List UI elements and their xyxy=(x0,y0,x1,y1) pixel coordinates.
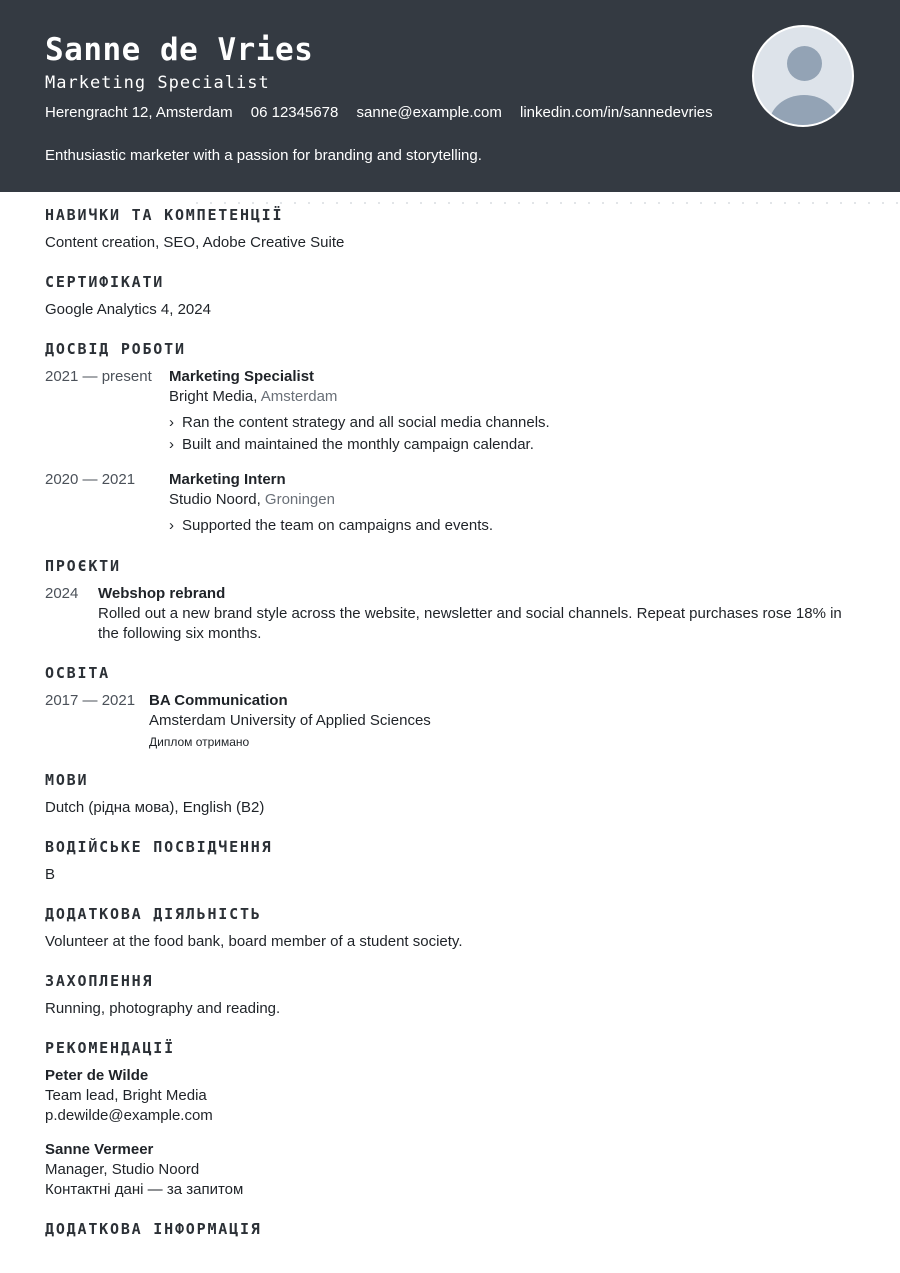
project-year: 2024 xyxy=(45,585,79,602)
user-avatar-placeholder-icon xyxy=(752,25,854,127)
resume-body xyxy=(45,204,855,1258)
skills-section xyxy=(45,204,855,253)
reference-position: Manager, Studio Noord xyxy=(45,1161,200,1178)
job-bullet: › Built and maintained the monthly campaign calendar. xyxy=(169,434,855,456)
skills-text: Content creation, SEO, Adobe Creative Suite xyxy=(45,234,345,251)
reference-name: Sanne Vermeer xyxy=(45,1141,154,1158)
job-employer: Studio Noord, Groningen xyxy=(169,491,335,508)
experience-section xyxy=(45,338,855,537)
section-title: ПРОЄКТИ xyxy=(45,557,121,575)
degree-note: Диплом отримано xyxy=(149,735,250,749)
avatar-head-shape xyxy=(787,46,822,81)
phone: 06 12345678 xyxy=(250,104,339,121)
section-title: МОВИ xyxy=(45,771,89,789)
candidate-role: Marketing Specialist xyxy=(45,73,270,93)
linkedin-link[interactable]: linkedin.com/in/sannedevries xyxy=(520,104,713,121)
section-title: ДОДАТКОВА ДІЯЛЬНІСТЬ xyxy=(45,905,262,923)
job-dates: 2020 — 2021 xyxy=(45,471,136,488)
section-title: ОСВІТА xyxy=(45,664,110,682)
reference-name: Peter de Wilde xyxy=(45,1067,149,1084)
project-description: Rolled out a new brand style across the website, newsletter and social channels. Repeat purchases rose 18% in the following six months. xyxy=(98,605,842,642)
activities-text: Volunteer at the food bank, board member of a student society. xyxy=(45,933,463,950)
section-title: НАВИЧКИ ТА КОМПЕТЕНЦІЇ xyxy=(45,206,284,224)
email[interactable]: sanne@example.com xyxy=(356,104,502,121)
section-title: СЕРТИФІКАТИ xyxy=(45,273,165,291)
company-city: Groningen xyxy=(264,491,335,508)
resume-header xyxy=(0,0,900,192)
contact-line xyxy=(45,103,855,123)
reference-contact: Контактні дані — за запитом xyxy=(45,1181,244,1198)
job-employer: Bright Media, Amsterdam xyxy=(169,388,338,405)
job-bullet: › Supported the team on campaigns and events. xyxy=(169,515,855,537)
company-name: Bright Media xyxy=(169,388,254,405)
languages-text: Dutch (рідна мова), English (B2) xyxy=(45,799,265,816)
company-city: Amsterdam xyxy=(260,388,338,405)
section-title: ВОДІЙСЬКЕ ПОСВІДЧЕННЯ xyxy=(45,838,273,856)
reference-contact: p.dewilde@example.com xyxy=(45,1107,213,1124)
job-entry xyxy=(45,367,855,456)
license-text: B xyxy=(45,866,56,883)
company-name: Studio Noord xyxy=(169,491,257,508)
hobbies-section xyxy=(45,970,855,1019)
job-role: Marketing Intern xyxy=(169,471,286,488)
references-section xyxy=(45,1037,855,1200)
school-name: Amsterdam University of Applied Sciences xyxy=(149,712,431,729)
section-title: ЗАХОПЛЕННЯ xyxy=(45,972,154,990)
job-entry xyxy=(45,470,855,537)
section-title: РЕКОМЕНДАЦІЇ xyxy=(45,1039,175,1057)
candidate-name: Sanne de Vries xyxy=(45,32,314,68)
project-name: Webshop rebrand xyxy=(98,585,226,602)
education-entry xyxy=(45,691,855,751)
reference-position: Team lead, Bright Media xyxy=(45,1087,207,1104)
reference-entry xyxy=(45,1066,855,1126)
certificates-text: Google Analytics 4, 2024 xyxy=(45,301,211,318)
section-title: ДОСВІД РОБОТИ xyxy=(45,340,186,358)
job-bullet: › Ran the content strategy and all social media channels. xyxy=(169,412,855,434)
reference-entry xyxy=(45,1140,855,1200)
job-bullets xyxy=(169,515,855,537)
job-dates: 2021 — present xyxy=(45,368,152,385)
job-role: Marketing Specialist xyxy=(169,368,315,385)
degree-name: BA Communication xyxy=(149,692,288,709)
activities-section xyxy=(45,903,855,952)
section-title: ДОДАТКОВА ІНФОРМАЦІЯ xyxy=(45,1220,262,1238)
avatar-body-shape xyxy=(769,95,839,127)
project-entry xyxy=(45,584,855,644)
license-section xyxy=(45,836,855,885)
profile-summary: Enthusiastic marketer with a passion for branding and storytelling. xyxy=(45,147,482,164)
education-dates: 2017 — 2021 xyxy=(45,692,136,709)
projects-section xyxy=(45,555,855,644)
address: Herengracht 12, Amsterdam xyxy=(45,104,233,121)
education-section xyxy=(45,662,855,751)
extra-section xyxy=(45,1218,855,1240)
languages-section xyxy=(45,769,855,818)
certificates-section xyxy=(45,271,855,320)
job-bullets xyxy=(169,412,855,456)
hobbies-text: Running, photography and reading. xyxy=(45,1000,281,1017)
